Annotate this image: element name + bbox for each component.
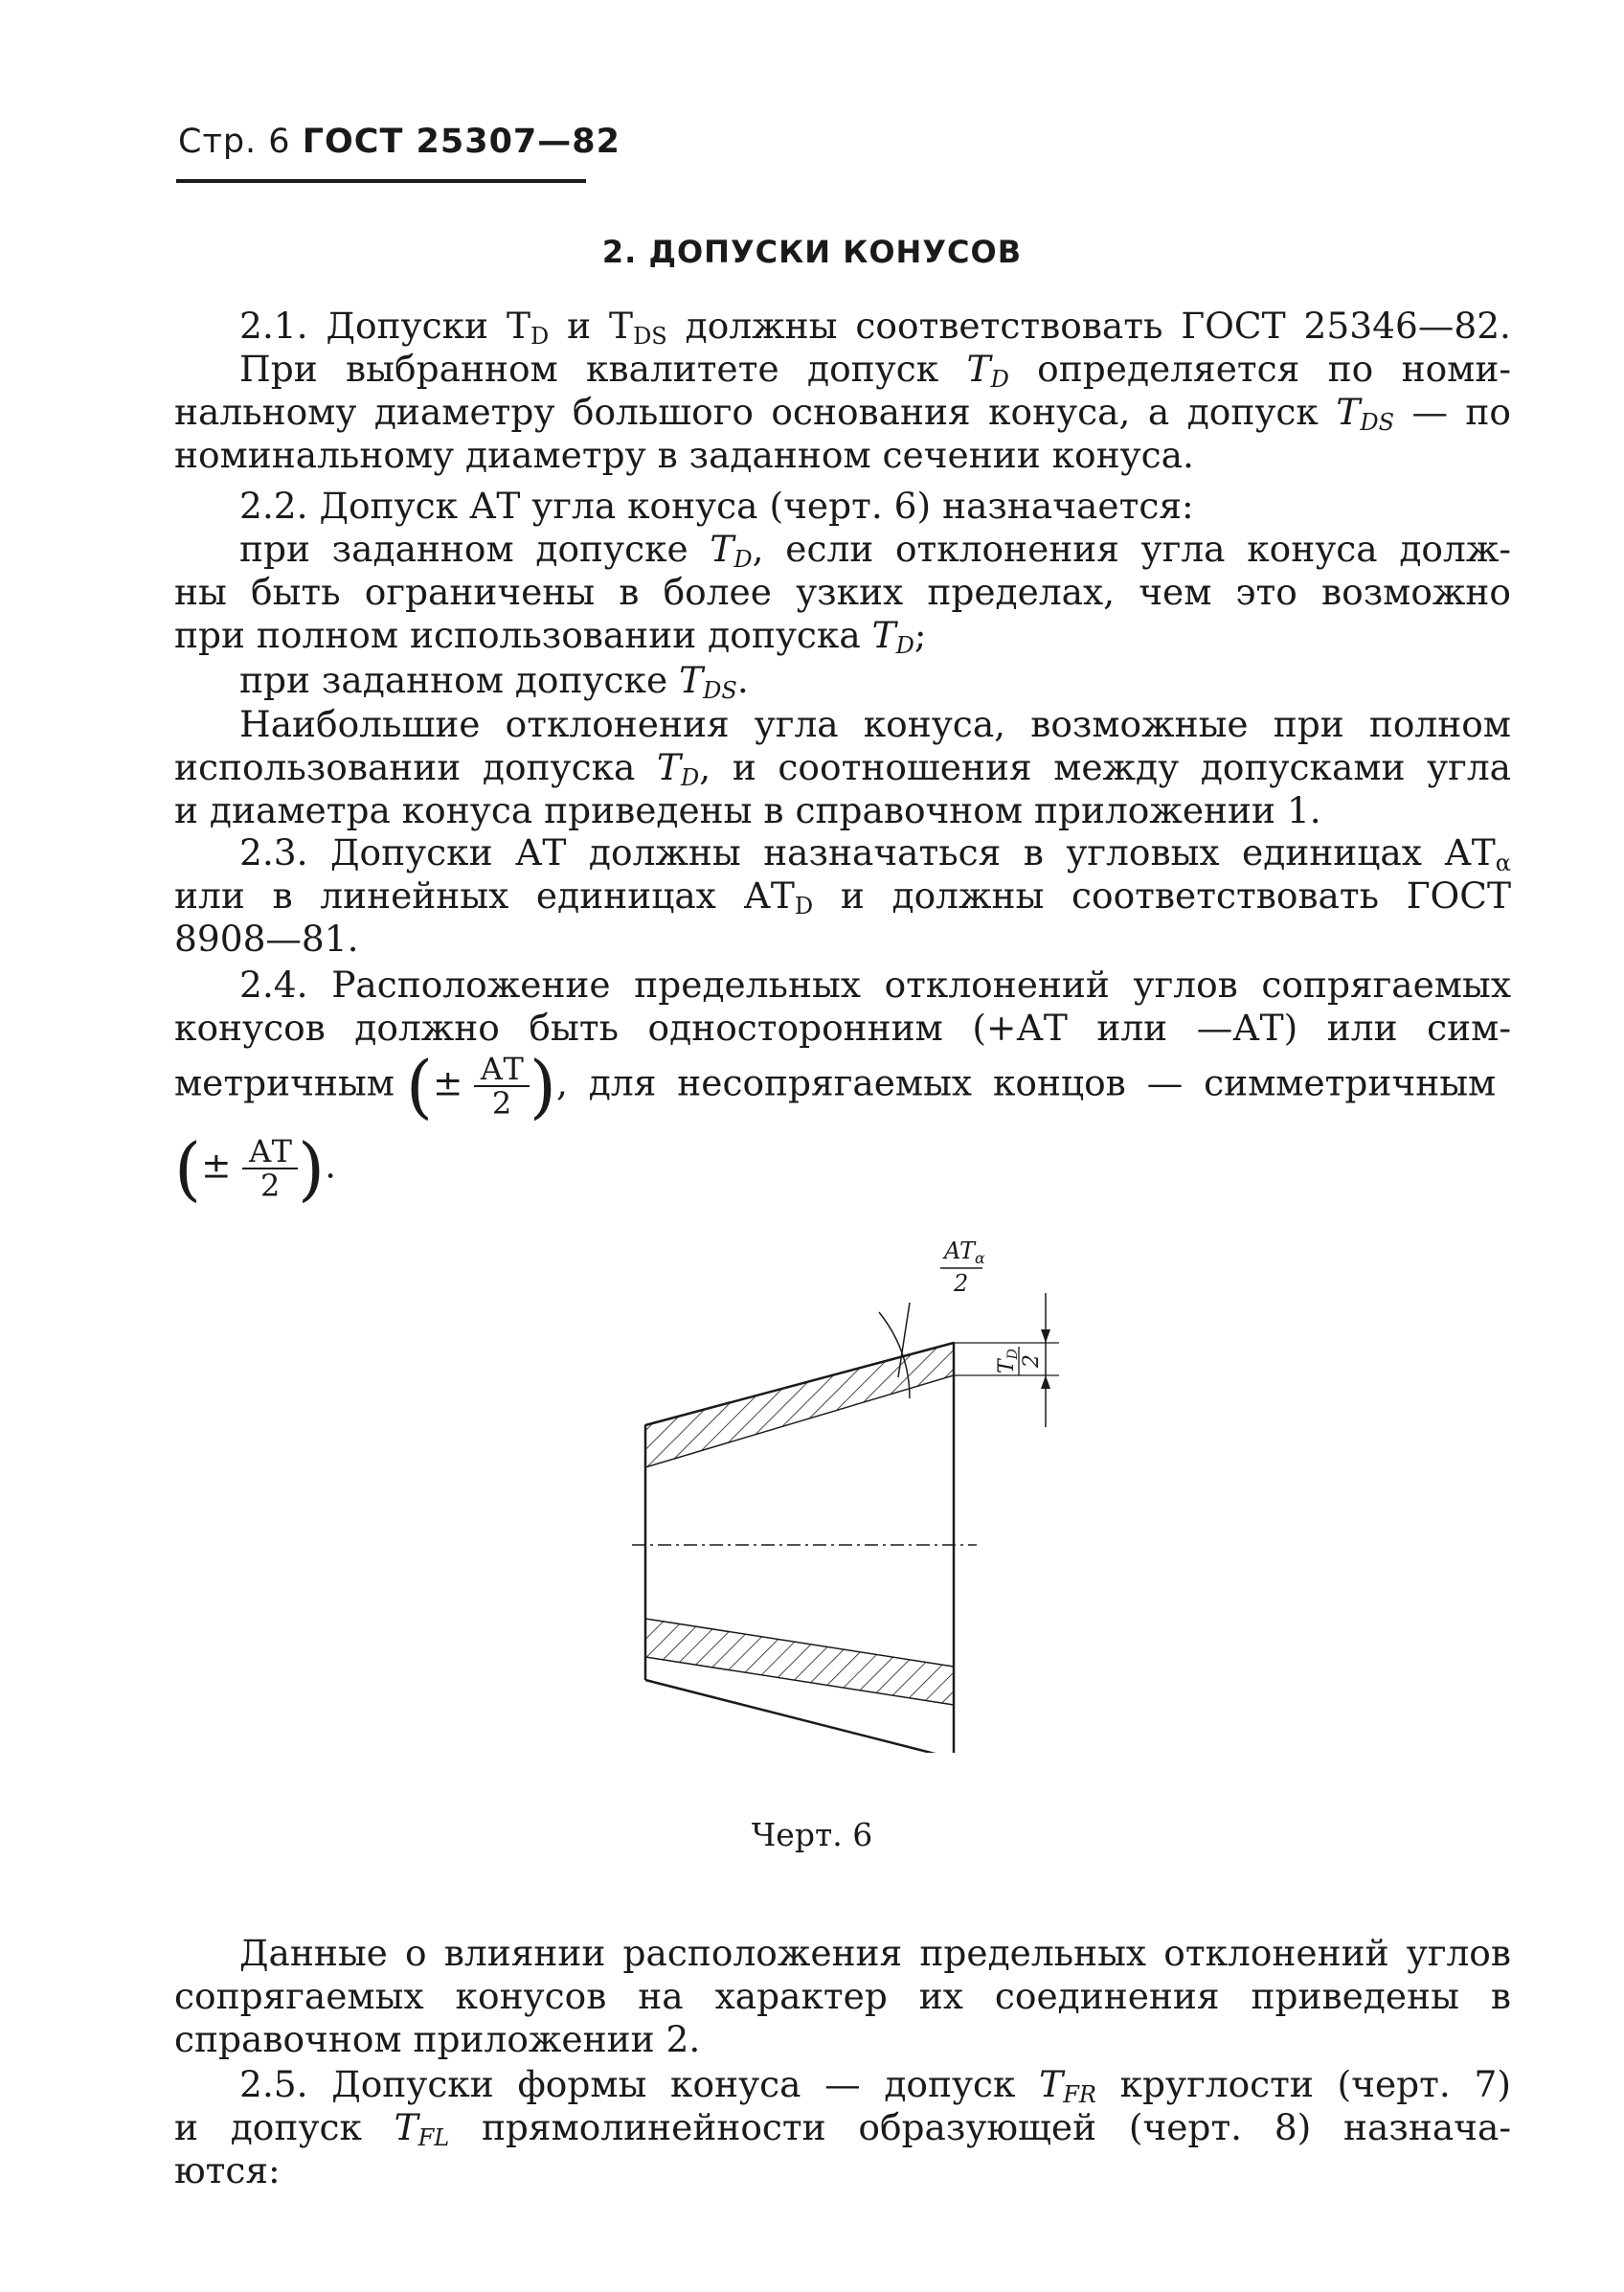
text-line: при заданном допуске $T_D$, если отклонения угла конуса долж- — [239, 528, 1511, 573]
figure-caption: Черт. 6 — [751, 1816, 873, 1853]
text-line: сопрягаемых конусов на характер их соединения приведены в — [174, 1975, 1511, 2017]
svg-text:2: 2 — [1020, 1354, 1044, 1368]
text-line: нальному диаметру большого основания конуса, а допуск $T_{DS}$ — по — [174, 391, 1511, 436]
angle-tolerance-label — [940, 1237, 985, 1297]
page-number: Стр. 6 — [178, 123, 291, 161]
section-title: 2. ДОПУСКИ КОНУСОВ — [601, 234, 1023, 270]
text-line: ются: — [174, 2149, 281, 2191]
svg-text:TD: TD — [995, 1349, 1021, 1373]
standard-number: ГОСТ 25307—82 — [302, 123, 620, 161]
paragraph-2-2: 2.2. Допуск АТ угла конуса (черт. 6) назначается: — [239, 485, 1194, 527]
svg-text:2: 2 — [954, 1270, 969, 1297]
text-line: При выбранном квалитете допуск $T_D$ определяется по номи- — [239, 348, 1511, 393]
formula-line: (± $\frac{АТ}{2}$ ). — [174, 1128, 337, 1209]
paragraph-2-3: 2.3. Допуски АТ должны назначаться в угловых единицах $АТ_\alpha$ — [239, 831, 1511, 876]
fraction: $\frac{АТ}{2}$ — [242, 1135, 298, 1202]
paragraph-data: Данные о влиянии расположения предельных отклонений углов — [239, 1932, 1511, 1974]
text-line: номинальному диаметру в заданном сечении конуса. — [174, 434, 1194, 476]
svg-text:ATα: $AT_\alpha$ — [944, 1237, 985, 1267]
text-line: 8908—81. — [174, 918, 359, 960]
text-line: при заданном допуске $T_{DS}$. — [239, 659, 749, 704]
paragraph-2-4: 2.4. Расположение предельных отклонений углов сопрягаемых — [239, 964, 1511, 1006]
text-line: ны быть ограничены в более узких пределах, чем это возможно — [174, 571, 1511, 613]
fraction: $\frac{АТ}{2}$ — [474, 1053, 530, 1120]
text-line: конусов должно быть односторонним (+АТ или —АТ) или сим- — [174, 1007, 1511, 1049]
upper-tolerance-zone — [645, 1343, 954, 1467]
text-line: справочном приложении 2. — [174, 2018, 701, 2060]
text-line: и диаметра конуса приведены в справочном приложении 1. — [174, 789, 1321, 831]
cone-tolerance-drawing — [594, 1216, 1092, 1753]
diameter-tolerance-label — [995, 1347, 1044, 1375]
header-divider — [176, 179, 586, 183]
text-line: использовании допуска $T_D$, и соотношения между допусками угла — [174, 746, 1511, 791]
text-line: Наибольшие отклонения угла конуса, возможные при полном — [239, 703, 1511, 745]
paragraph-2-1: 2.1. Допуски $T_D$ и $T_{DS}$ должны соответствовать ГОСТ 25346—82. — [239, 305, 1511, 350]
formula-line: метричным (± $\frac{АТ}{2}$ ), для несопрягаемых концов — симметричным — [174, 1046, 1497, 1126]
text-line: при полном использовании допуска $T_D$; — [174, 614, 927, 659]
page-header — [178, 123, 620, 161]
text-line: и допуск $T_{FL}$ прямолинейности образующей (черт. 8) назнача- — [174, 2106, 1512, 2151]
text-line: или в линейных единицах $АТ_D$ и должны соответствовать ГОСТ — [174, 874, 1511, 919]
paragraph-2-5: 2.5. Допуски формы конуса — допуск $T_{FR}$ круглости (черт. 7) — [239, 2063, 1511, 2108]
